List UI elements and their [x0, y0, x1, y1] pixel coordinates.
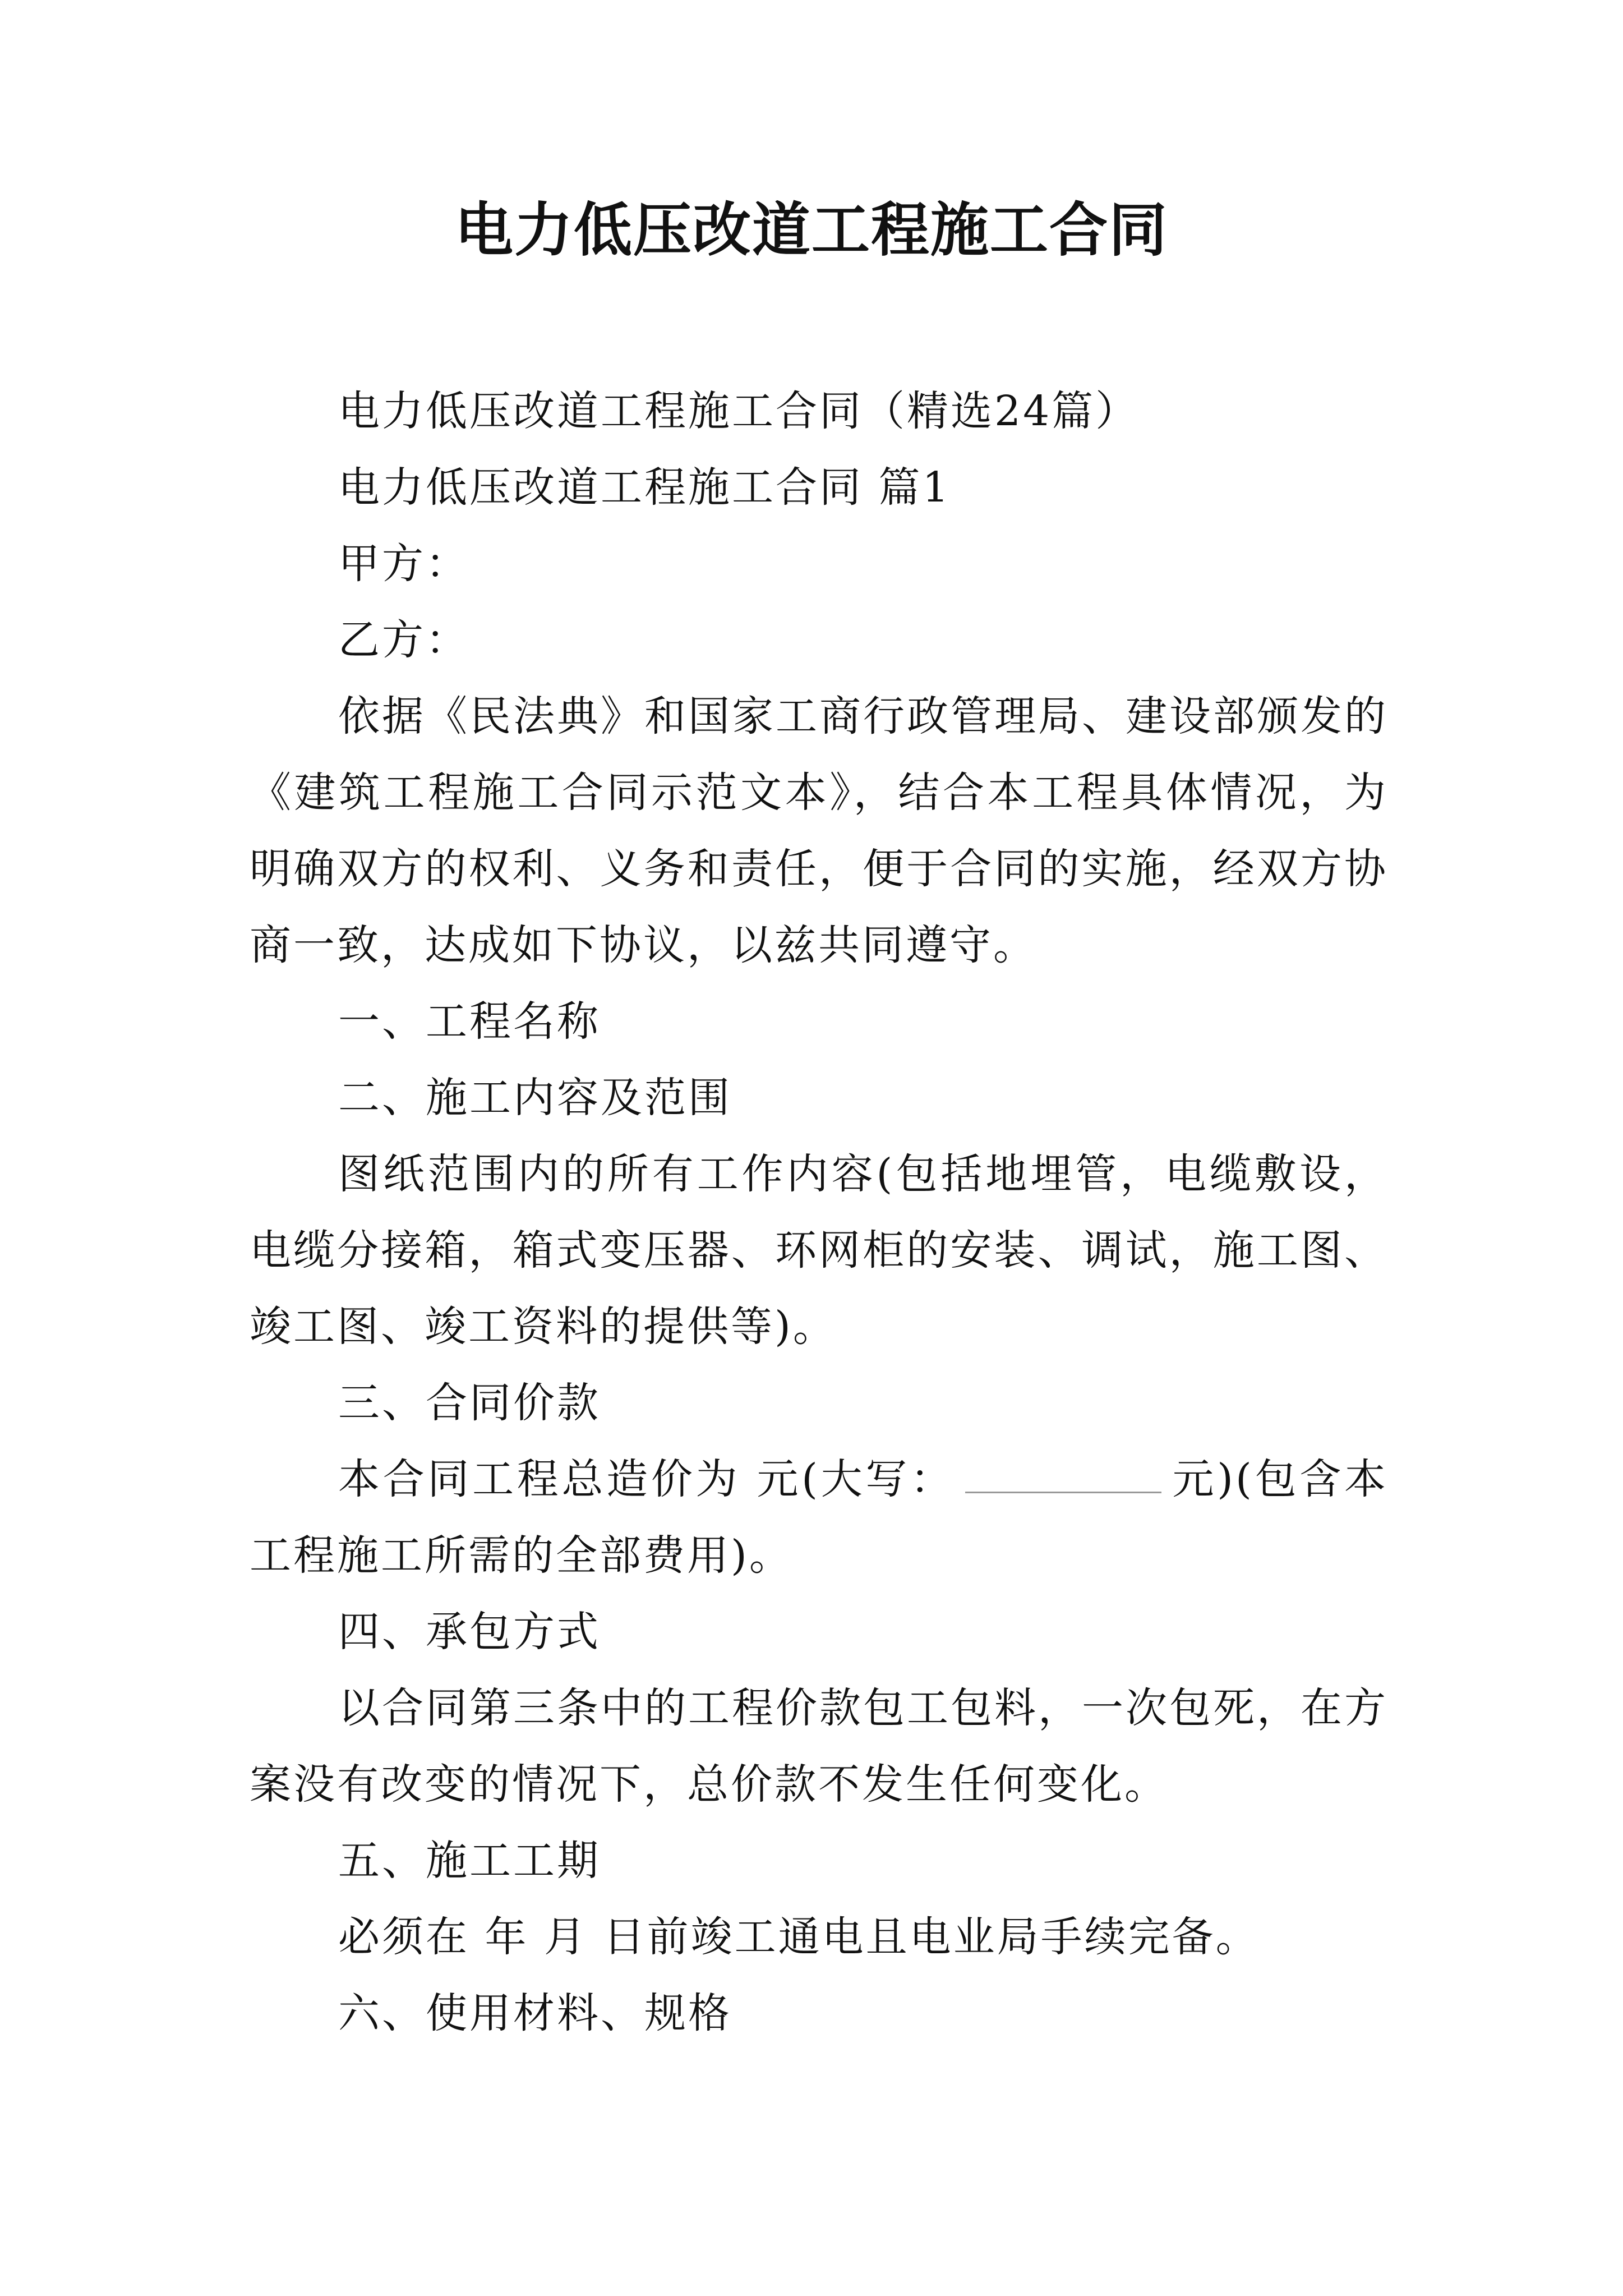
item1-heading: 一、工程名称 — [338, 997, 601, 1046]
item2-paragraph: 图纸范围内的所有工作内容(包括地埋管，电缆敷设，电缆分接箱，箱式变压器、环网柜的安装、调试，施工图、竣工图、竣工资料的提供等)。 — [250, 1150, 1388, 1351]
subtitle: 电力低压改道工程施工合同（精选24篇） — [338, 387, 1140, 435]
intro-paragraph: 依据《民法典》和国家工商行政管理局、建设部颁发的《建筑工程施工合同示范文本》，结合本工程具体情况，为明确双方的权利、义务和责任，便于合同的实施，经双方协商一致，达成如下协议，以兹共同遵守。 — [250, 692, 1388, 969]
document-title: 电力低压改道工程施工合同 — [454, 195, 1168, 264]
item6-heading: 六、使用材料、规格 — [338, 1989, 732, 2037]
document-body — [250, 373, 1388, 2051]
section-heading: 电力低压改道工程施工合同 篇1 — [338, 463, 951, 512]
item5-heading: 五、施工工期 — [338, 1837, 601, 1885]
party-a-line: 甲方： — [338, 540, 469, 588]
amount-blank-line — [965, 1460, 1161, 1493]
item3-heading: 三、合同价款 — [338, 1379, 601, 1427]
item4-heading: 四、承包方式 — [338, 1608, 601, 1656]
item3-text-part2: 元)(包含本工程施工所需的全部费用)。 — [250, 1455, 1388, 1580]
item3-text-part1: 本合同工程总造价为 元(大写： — [338, 1455, 955, 1503]
item4-paragraph: 以合同第三条中的工程价款包工包料，一次包死，在方案没有改变的情况下，总价款不发生任何变化。 — [250, 1684, 1388, 1809]
item3-paragraph — [250, 1441, 1388, 1594]
party-b-line: 乙方： — [338, 616, 469, 664]
item2-heading: 二、施工内容及范围 — [338, 1074, 732, 1122]
item5-paragraph: 必须在 年 月 日前竣工通电且电业局手续完备。 — [338, 1913, 1260, 1961]
